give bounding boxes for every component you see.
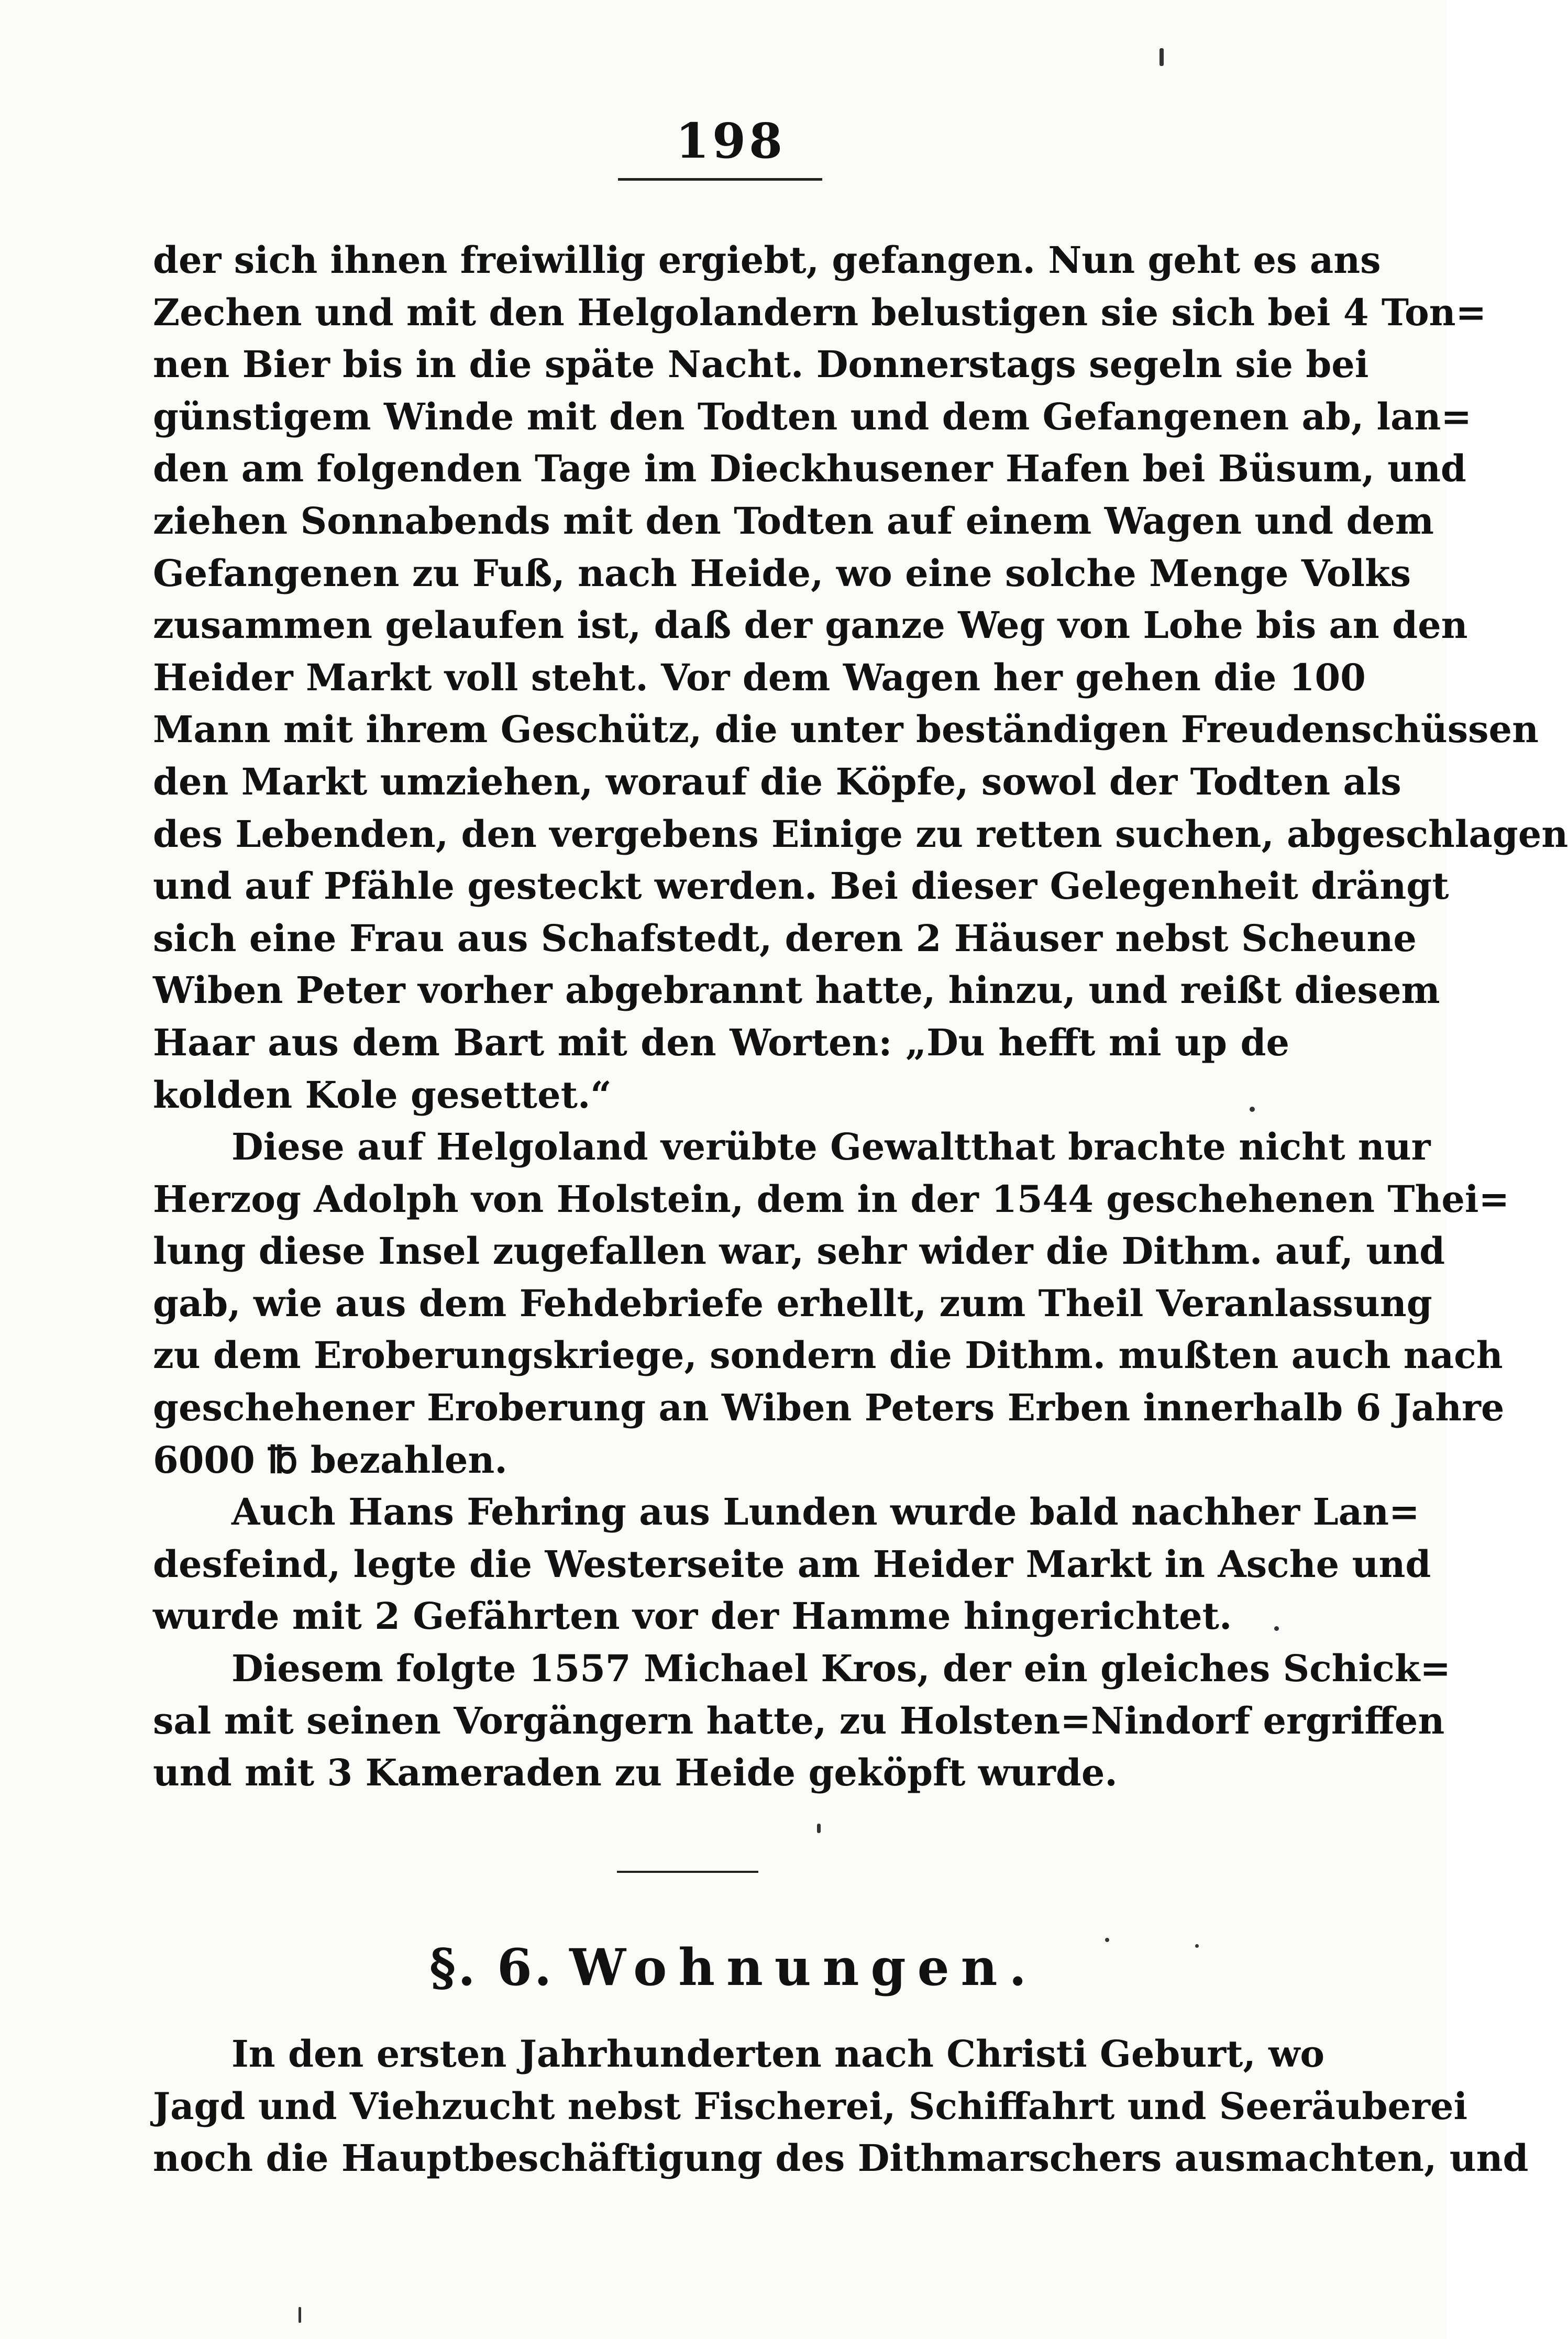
text-line: sich eine Frau aus Schafstedt, deren 2 Häuser nebst Scheune <box>153 916 1417 960</box>
text-line: Mann mit ihrem Geschütz, die unter beständigen Freudenschüssen <box>153 708 1539 752</box>
text-line: geschehener Eroberung an Wiben Peters Erben innerhalb 6 Jahre <box>153 1386 1505 1430</box>
text-line: In den ersten Jahrhunderten nach Christi Geburt, wo <box>231 2032 1325 2076</box>
text-line: zusammen gelaufen ist, daß der ganze Weg von Lohe bis an den <box>153 603 1468 647</box>
section-number: §. 6. <box>429 1938 554 1997</box>
section-heading <box>429 1938 1038 1997</box>
print-speck <box>299 2307 301 2323</box>
print-speck <box>1274 1626 1279 1631</box>
paragraph <box>153 234 1568 1121</box>
text-line: wurde mit 2 Gefährten vor der Hamme hingerichtet. <box>153 1594 1232 1638</box>
text-line: desfeind, legte die Westerseite am Heider Markt in Asche und <box>153 1542 1431 1586</box>
section-divider <box>617 1871 758 1873</box>
text-line: Jagd und Viehzucht nebst Fischerei, Schiffahrt und Seeräuberei <box>153 2084 1468 2128</box>
paragraph <box>153 1121 1510 1486</box>
text-line: Heider Markt voll steht. Vor dem Wagen her gehen die 100 <box>153 655 1366 699</box>
text-line: den Markt umziehen, worauf die Köpfe, sowol der Todten als <box>153 759 1401 803</box>
text-line: zu dem Eroberungskriege, sondern die Dithm. mußten auch nach <box>153 1333 1503 1377</box>
print-speck <box>1160 48 1164 66</box>
text-line: gab, wie aus dem Fehdebriefe erhellt, zum Theil Veranlassung <box>153 1281 1432 1325</box>
text-line: nen Bier bis in die späte Nacht. Donnerstags segeln sie bei <box>153 343 1369 387</box>
section-title: Wohnungen. <box>569 1938 1038 1997</box>
text-line: noch die Hauptbeschäftigung des Dithmarschers ausmachten, und <box>153 2136 1529 2180</box>
text-line: und auf Pfähle gesteckt werden. Bei dieser Gelegenheit drängt <box>153 864 1449 908</box>
text-line: Wiben Peter vorher abgebrannt hatte, hinzu, und reißt diesem <box>153 968 1440 1012</box>
text-line: kolden Kole gesettet.“ <box>153 1073 612 1117</box>
print-speck <box>1105 1938 1109 1942</box>
text-line: des Lebenden, den vergebens Einige zu retten suchen, abgeschlagen <box>153 812 1568 856</box>
body-text <box>153 234 1568 1799</box>
paragraph <box>153 1642 1451 1799</box>
text-line: günstigem Winde mit den Todten und dem Gefangenen ab, lan= <box>153 394 1472 438</box>
print-speck <box>817 1824 821 1833</box>
print-speck <box>1195 1944 1199 1948</box>
text-line: 6000 ℔ bezahlen. <box>153 1438 507 1482</box>
print-speck <box>1250 1107 1255 1112</box>
text-line: Haar aus dem Bart mit den Worten: „Du hefft mi up de <box>153 1020 1289 1064</box>
page-number-rule <box>618 178 822 181</box>
section-text <box>153 2028 1529 2184</box>
text-line: Gefangenen zu Fuß, nach Heide, wo eine solche Menge Volks <box>153 551 1411 595</box>
page-number: 198 <box>675 113 786 169</box>
text-line: der sich ihnen freiwillig ergiebt, gefangen. Nun geht es ans <box>153 238 1381 282</box>
text-line: lung diese Insel zugefallen war, sehr wider die Dithm. auf, und <box>153 1229 1445 1273</box>
text-line: ziehen Sonnabends mit den Todten auf einem Wagen und dem <box>153 499 1434 543</box>
text-line: und mit 3 Kameraden zu Heide geköpft wurde. <box>153 1751 1118 1795</box>
paragraph <box>153 1486 1431 1642</box>
text-line: Herzog Adolph von Holstein, dem in der 1544 geschehenen Thei= <box>153 1177 1510 1221</box>
text-line: Auch Hans Fehring aus Lunden wurde bald nachher Lan= <box>231 1490 1420 1534</box>
text-line: Diesem folgte 1557 Michael Kros, der ein gleiches Schick= <box>231 1647 1451 1691</box>
text-line: sal mit seinen Vorgängern hatte, zu Holsten=Nindorf ergriffen <box>153 1698 1445 1742</box>
text-line: Zechen und mit den Helgolandern belustigen sie sich bei 4 Ton= <box>153 290 1487 334</box>
text-line: den am folgenden Tage im Dieckhusener Hafen bei Büsum, und <box>153 447 1466 491</box>
text-line: Diese auf Helgoland verübte Gewaltthat brachte nicht nur <box>231 1125 1431 1169</box>
